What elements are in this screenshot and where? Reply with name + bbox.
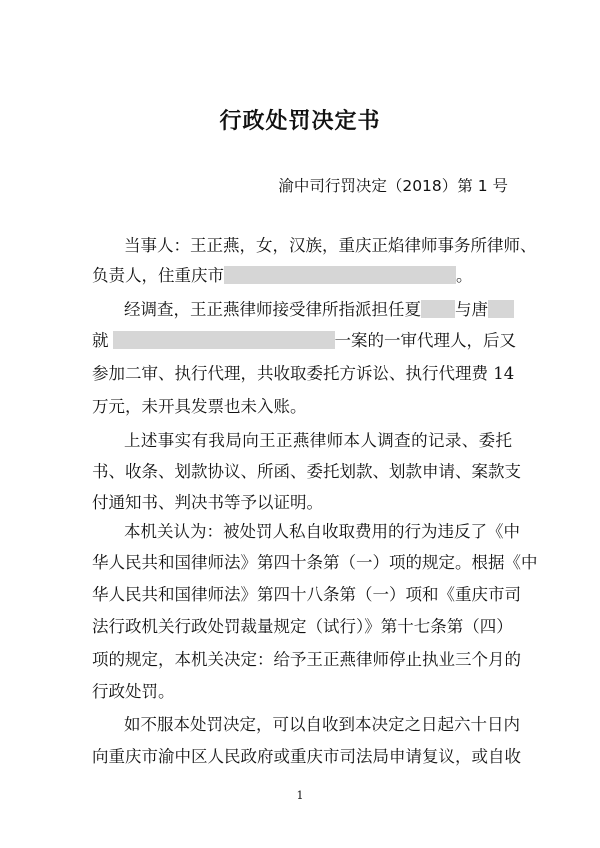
party-line-1: 当事人：王正燕，女，汉族，重庆正焰律师事务所律师、: [124, 236, 537, 255]
party-address-suffix: 。: [456, 266, 473, 285]
investigation-text-d: 一案的一审代理人，后又: [334, 331, 516, 350]
redacted-address: [224, 266, 456, 284]
investigation-line-1: [124, 298, 512, 322]
appeal-line-2: 向重庆市渝中区人民政府或重庆市司法局申请复议，或自收: [92, 747, 521, 766]
document-number: 渝中司行罚决定（2018）第 1 号: [278, 177, 508, 195]
investigation-line-2: [92, 329, 516, 353]
investigation-text-c: 就: [92, 331, 109, 350]
investigation-text-b: 与唐: [455, 300, 488, 319]
investigation-line-4: 万元，未开具发票也未入账。: [92, 397, 307, 416]
decision-line-1: 本机关认为：被处罚人私自收取费用的行为违反了《中: [124, 522, 520, 541]
decision-line-3: 华人民共和国律师法》第四十八条第（一）项和《重庆市司: [92, 585, 521, 604]
redacted-name-1: [421, 300, 455, 318]
appeal-line-1: 如不服本处罚决定，可以自收到本决定之日起六十日内: [124, 715, 520, 734]
decision-line-5: 项的规定，本机关决定：给予王正燕律师停止执业三个月的: [92, 650, 521, 669]
page-number: 1: [296, 789, 304, 802]
evidence-line-2: 书、收条、划款协议、所函、委托划款、划款申请、案款支: [92, 462, 521, 481]
decision-line-6: 行政处罚。: [92, 682, 175, 701]
document-title: 行政处罚决定书: [219, 109, 381, 134]
decision-line-4: 法行政机关行政处罚裁量规定（试行）》第十七条第（四）: [92, 617, 513, 636]
evidence-line-1: 上述事实有我局向王正燕律师本人调查的记录、委托: [124, 431, 512, 450]
party-address-prefix: 负责人，住重庆市: [92, 266, 224, 285]
decision-line-2: 华人民共和国律师法》第四十条第（一）项的规定。根据《中: [92, 553, 538, 572]
investigation-text-a: 经调查，王正燕律师接受律所指派担任夏: [124, 300, 421, 319]
redacted-name-2: [488, 300, 514, 318]
redacted-case-name: [113, 331, 335, 349]
investigation-line-3: 参加二审、执行代理，共收取委托方诉讼、执行代理费 14: [92, 364, 515, 383]
party-line-2: [92, 264, 512, 288]
evidence-line-3: 付通知书、判决书等予以证明。: [92, 493, 323, 512]
